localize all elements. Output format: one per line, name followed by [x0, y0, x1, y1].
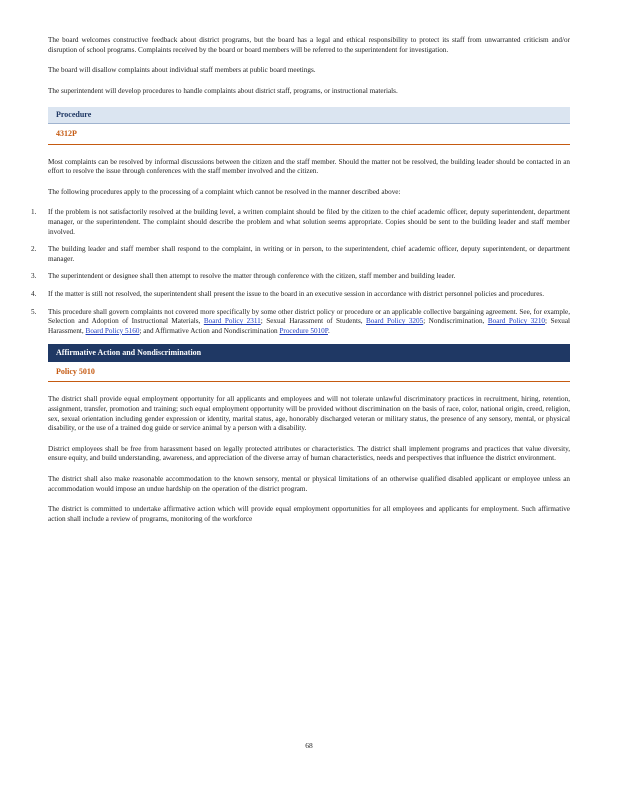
policy-paragraph: The district is committed to undertake affirmative action which will provide equal employment opportunities for all employees and applicants for employment. Such affirmative action shall include a review of programs, monitoring of the workforce [48, 505, 570, 523]
board-policy-3210-link[interactable]: Board Policy 3210 [487, 317, 546, 326]
board-policy-5160-link[interactable]: Board Policy 5160 [85, 326, 140, 335]
intro-paragraph: The board will disallow complaints about individual staff members at public board meetings. [48, 66, 316, 75]
procedure-heading: Procedure [48, 107, 570, 124]
list-item [31, 245, 570, 264]
board-policy-3205-link[interactable]: Board Policy 3205 [366, 317, 424, 326]
list-item-text: The superintendent or designee shall then attempt to resolve the matter through conference with the citizen, staff member and building leader. [48, 272, 456, 281]
procedure-code: 4312P [48, 124, 570, 145]
list-number: 5. [31, 307, 37, 316]
list-number: 3. [31, 272, 37, 281]
list-item [31, 272, 570, 282]
list-item-text: . [327, 326, 330, 335]
list-number: 1. [31, 208, 37, 217]
list-item [31, 208, 570, 237]
policy-paragraph: The district shall provide equal employment opportunity for all applicants and employees and will not tolerate unlawful discriminatory practices in recruitment, hiring, retention, assignment, transfer, promotion and training; such equal employment opportunity will be provided without discrimination on the basis of race, color, national origin, creed, religion, sex, sexual orientation including gender expression or identity, marital status, age, honorably discharged veteran or military status, the presence of any sensory, mental, or physical disability, or the use of a trained dog guide or service animal by a person with a disability. [48, 395, 570, 433]
page-number: 68 [305, 741, 313, 750]
board-policy-2311-link[interactable]: Board Policy 2311 [203, 317, 261, 326]
intro-paragraph: The board welcomes constructive feedback about district programs, but the board has a legal and ethical responsibility to protect its staff from unwarranted criticism and/or disruption of school programs. Complaints received by the board or board members will be referred to the superintendent for investigation. [48, 36, 570, 54]
procedure-steps-list [31, 208, 571, 336]
list-item-text: If the problem is not satisfactorily resolved at the building level, a written complaint should be filed by the citizen to the chief academic officer, deputy superintendent, department manager, or the superintendent. The complaint should describe the problem and what solution seems appropriate. Copies should be sent to the building leader and staff member involved. [48, 208, 570, 236]
list-number: 4. [31, 289, 37, 298]
list-item [31, 307, 571, 337]
list-item-text: If the matter is still not resolved, the superintendent shall present the issue to the board in an executive session in accordance with district personnel policies and procedures. [48, 289, 544, 298]
procedure-5010p-link[interactable]: Procedure 5010P [279, 326, 328, 335]
list-item [31, 289, 570, 300]
list-number: 2. [31, 245, 37, 254]
list-item-text: ; Nondiscrimination, [423, 317, 485, 326]
policy-code: Policy 5010 [48, 362, 570, 383]
list-item-text: ; Sexual Harassment, [48, 317, 571, 335]
list-item-text: ; Sexual Harassment of Students, [260, 317, 363, 326]
intro-paragraph: The superintendent will develop procedures to handle complaints about district staff, programs, or instructional materials. [48, 86, 398, 95]
procedure-paragraph: Most complaints can be resolved by informal discussions between the citizen and the staff member. Should the matter not be resolved, the building leader should be contacted in an effort to resolve the issue through conferences with the staff member involved and the citizen. [48, 157, 570, 176]
policy-paragraph: District employees shall be free from harassment based on legally protected attributes or characteristics. The district shall implement programs and practices that value diversity, ensure equity, and build understanding, awareness, and appreciation of the diverse array of human characteristics, needs and perspectives that influence the district environment. [48, 444, 570, 463]
list-item-text: The building leader and staff member shall respond to the complaint, in writing or in person, to the superintendent, chief academic officer, deputy superintendent, or department manager. [48, 245, 570, 263]
list-item-text: This procedure shall govern complaints not covered more specifically by some other district policy or procedure or an applicable collective bargaining agreement. See, for example, Selection and Adoption of Instructional Materials, [48, 307, 570, 326]
affirmative-action-heading: Affirmative Action and Nondiscrimination [48, 344, 570, 362]
procedure-paragraph: The following procedures apply to the processing of a complaint which cannot be resolved in the manner described above: [48, 187, 401, 196]
policy-paragraph: The district shall also make reasonable accommodation to the known sensory, mental or physical limitations of an otherwise qualified disabled applicant or employee unless an accommodation would impose an undue hardship on the operation of the district program. [48, 475, 570, 493]
list-item-text: ; and Affirmative Action and Nondiscrimination [139, 326, 278, 335]
